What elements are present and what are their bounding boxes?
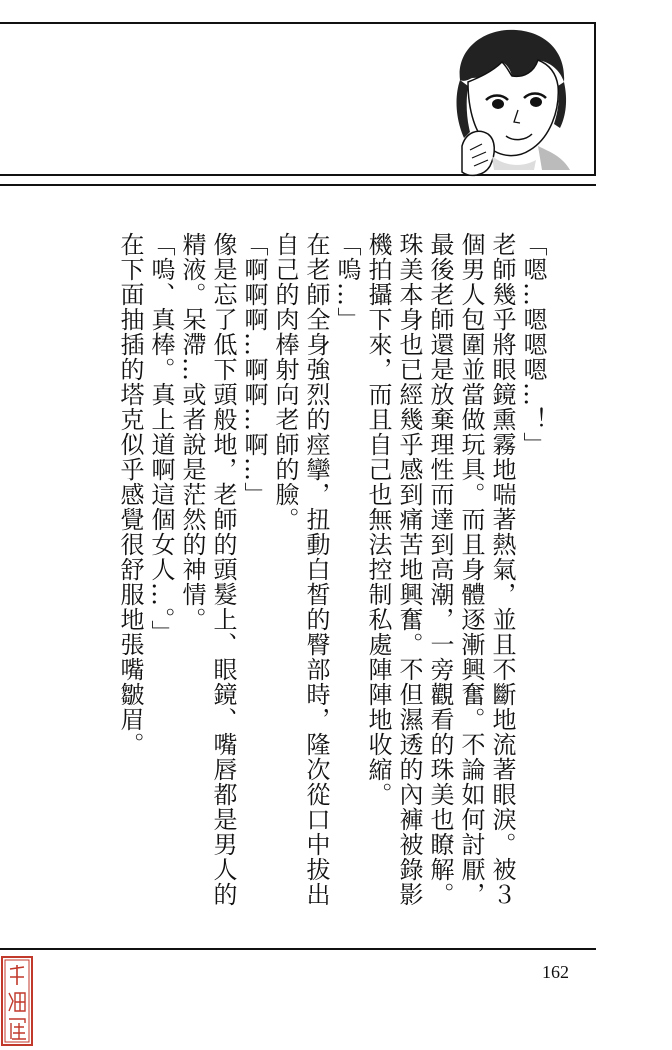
header-rule: [0, 184, 596, 186]
paragraph: 珠美本身也已經幾乎感到痛苦地興奮。不但濕透的內褲被錄影機拍攝下來，而且自己也無法控制私處陣陣地收縮。: [364, 232, 423, 907]
body-text: [78, 232, 548, 922]
paragraph: 在老師全身強烈的痙攣，扭動白皙的臀部時，隆次從口中拔出自己的肉棒射向老師的臉。: [271, 232, 330, 907]
paragraph: 老師幾乎將眼鏡熏霧地喘著熱氣，並且不斷地流著眼淚。被３個男人包圍並當做玩具。而且身體逐漸興奮。不論如何討厭，最後老師還是放棄理性而達到高潮，一旁觀看的珠美也瞭解。: [426, 232, 516, 907]
page-number: 162: [542, 962, 569, 982]
paragraph: 像是忘了低下頭般地，老師的頭髮上、眼鏡、嘴唇都是男人的精液。呆滯…或者說是茫然的神情。: [178, 232, 237, 907]
paragraph: 「啊啊啊…啊啊…啊…」: [240, 232, 268, 507]
paragraph: 「嗚…」: [333, 232, 361, 332]
publisher-seal: [0, 955, 34, 1047]
footer-rule: [0, 948, 596, 950]
character-portrait: [438, 20, 578, 180]
paragraph: 在下面抽插的塔克似乎感覺很舒服地張嘴皺眉。: [116, 232, 144, 757]
paragraph: 「嗯…嗯嗯嗯…！」: [519, 232, 547, 457]
paragraph: 「嗚、真棒。真上道啊這個女人…。」: [147, 232, 175, 645]
